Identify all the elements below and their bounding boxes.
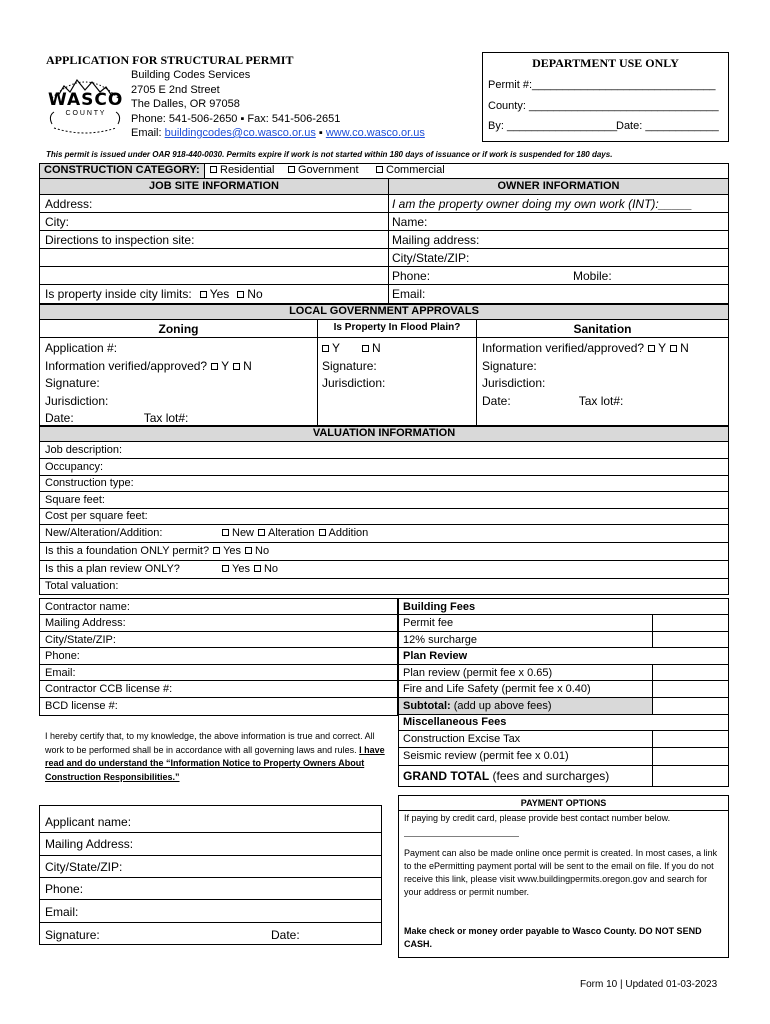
sanitation-date-field[interactable]: Date: Tax lot#: bbox=[482, 393, 624, 408]
applicant-date-field[interactable]: Date: bbox=[271, 928, 300, 942]
square-feet-field[interactable]: Square feet: bbox=[45, 494, 105, 506]
sanitation-signature-field[interactable]: Signature: bbox=[482, 358, 537, 373]
certification-statement: I hereby certify that, to my knowledge, the above information is true and correct. All work to be performed shall be in accordance with all governing laws and rules. I have read and do understand the “Information Notice to Property Owners About Construction Responsibilities.” bbox=[45, 731, 385, 782]
cost-per-sqft-field[interactable]: Cost per square feet: bbox=[45, 510, 148, 522]
plan-review-only-label: Is this a plan review ONLY? bbox=[45, 563, 180, 575]
plan-review-no-checkbox[interactable] bbox=[254, 565, 261, 572]
directions-field[interactable]: Directions to inspection site: bbox=[45, 233, 195, 247]
new-checkbox[interactable] bbox=[222, 529, 229, 536]
dept-permit-field[interactable]: Permit #:______________________________ bbox=[488, 79, 716, 91]
permit-notice: This permit is issued under OAR 918-440-0030. Permits expire if work is not started within 180 days of issuance or if work is suspended for 180 days. bbox=[46, 150, 613, 159]
zoning-application-field[interactable]: Application #: bbox=[45, 341, 118, 355]
directions-line-2[interactable] bbox=[45, 251, 385, 265]
zoning-signature-field[interactable]: Signature: bbox=[45, 376, 100, 390]
valuation-heading: VALUATION INFORMATION bbox=[312, 427, 456, 439]
misc-fees-heading: Miscellaneous Fees bbox=[403, 716, 507, 728]
department-use-box bbox=[482, 52, 729, 142]
org-contact-block bbox=[131, 68, 425, 141]
sanitation-jurisdiction-field[interactable]: Jurisdiction: bbox=[482, 376, 546, 390]
contractor-ccb-field[interactable]: Contractor CCB license #: bbox=[45, 683, 173, 695]
category-government[interactable]: Government bbox=[284, 164, 359, 176]
category-commercial[interactable]: Commercial bbox=[372, 164, 445, 176]
payment-options-heading: PAYMENT OPTIONS bbox=[520, 798, 607, 808]
seismic-review-label: Seismic review (permit fee x 0.01) bbox=[403, 750, 569, 762]
sanitation-verified-field[interactable]: Information verified/approved? Y N bbox=[482, 341, 689, 355]
owner-email-field[interactable]: Email: bbox=[392, 287, 426, 301]
applicant-signature-field[interactable]: Signature: bbox=[45, 928, 100, 942]
work-type-options[interactable]: New Alteration Addition bbox=[218, 527, 368, 539]
owner-mailing-field[interactable]: Mailing address: bbox=[392, 233, 480, 247]
flood-yn-field[interactable]: Y N bbox=[322, 340, 385, 358]
city-limits-yes-checkbox[interactable] bbox=[200, 291, 207, 298]
construction-category-label: CONSTRUCTION CATEGORY: bbox=[44, 164, 200, 176]
alteration-checkbox[interactable] bbox=[258, 529, 265, 536]
applicant-phone-field[interactable]: Phone: bbox=[45, 882, 84, 896]
owner-phone-field[interactable]: Phone: bbox=[392, 269, 431, 283]
subtotal-label: Subtotal: (add up above fees) bbox=[403, 700, 552, 712]
job-description-field[interactable]: Job description: bbox=[45, 444, 123, 456]
local-gov-heading: LOCAL GOVERNMENT APPROVALS bbox=[289, 305, 479, 317]
dept-county-field[interactable]: County: _______________________________ bbox=[488, 100, 719, 112]
plan-review-fee-label: Plan review (permit fee x 0.65) bbox=[403, 667, 553, 679]
online-payment-info: Payment can also be made online once permit is created. In most cases, a link to the ePermitting payment portal will be sent to the email on file. If you do not receive this link, please visit www.buildingpermits.oregon.gov and search for your address or permit number. bbox=[404, 848, 718, 897]
applicant-mailing-field[interactable]: Mailing Address: bbox=[45, 837, 134, 851]
contractor-email-field[interactable]: Email: bbox=[45, 667, 76, 679]
email-link[interactable]: buildingcodes@co.wasco.or.us bbox=[164, 127, 316, 139]
applicant-name-field[interactable]: Applicant name: bbox=[45, 815, 132, 829]
foundation-only-question: Is this a foundation ONLY permit? Yes No bbox=[45, 545, 270, 557]
owner-info-heading: OWNER INFORMATION bbox=[497, 180, 620, 192]
occupancy-field[interactable]: Occupancy: bbox=[45, 461, 104, 473]
email-label: Email: bbox=[131, 127, 165, 139]
plan-review-yes-checkbox[interactable] bbox=[222, 565, 229, 572]
category-residential[interactable]: Residential bbox=[206, 164, 274, 176]
org-address-line2: The Dalles, OR 97058 bbox=[131, 98, 240, 110]
credit-card-instructions: If paying by credit card, please provide best contact number below. bbox=[404, 813, 671, 823]
owner-int-field[interactable]: I am the property owner doing my own work (INT):_____ bbox=[392, 197, 693, 211]
zoning-date-field[interactable]: Date: Tax lot#: bbox=[45, 411, 189, 425]
sanitation-column bbox=[482, 340, 689, 410]
check-instructions: Make check or money order payable to Wasco County. DO NOT SEND CASH. bbox=[404, 926, 702, 949]
org-name: Building Codes Services bbox=[131, 69, 251, 81]
total-valuation-field[interactable]: Total valuation: bbox=[45, 580, 119, 592]
contractor-section bbox=[39, 598, 398, 716]
contact-number-field[interactable]: _______________________ bbox=[404, 827, 520, 837]
owner-csz-field[interactable]: City/State/ZIP: bbox=[392, 251, 470, 265]
page-title: APPLICATION FOR STRUCTURAL PERMIT bbox=[46, 53, 294, 67]
sanitation-heading: Sanitation bbox=[573, 322, 632, 336]
form-footer: Form 10 | Updated 01-03-2023 bbox=[580, 979, 718, 990]
zoning-jurisdiction-field[interactable]: Jurisdiction: bbox=[45, 393, 109, 408]
contractor-name-field[interactable]: Contractor name: bbox=[45, 601, 130, 613]
zoning-heading: Zoning bbox=[158, 322, 199, 336]
org-address-line1: 2705 E 2nd Street bbox=[131, 83, 220, 96]
excise-tax-label: Construction Excise Tax bbox=[403, 733, 521, 745]
surcharge-label: 12% surcharge bbox=[403, 634, 477, 646]
owner-name-field[interactable]: Name: bbox=[392, 215, 428, 229]
dept-date-field[interactable]: Date: ____________ bbox=[616, 120, 719, 132]
city-limits-no-checkbox[interactable] bbox=[237, 291, 244, 298]
job-site-heading: JOB SITE INFORMATION bbox=[149, 180, 279, 192]
permit-fee-label: Permit fee bbox=[403, 617, 454, 629]
construction-type-field[interactable]: Construction type: bbox=[45, 477, 134, 489]
contractor-mailing-field[interactable]: Mailing Address: bbox=[45, 617, 126, 629]
wasco-county-logo: WASCO C O U N T Y bbox=[44, 68, 126, 134]
org-phone-fax: Phone: 541-506-2650 ▪ Fax: 541-506-2651 bbox=[131, 112, 341, 125]
city-limits-question: Is property inside city limits: Yes No bbox=[45, 287, 263, 301]
applicant-csz-field[interactable]: City/State/ZIP: bbox=[45, 860, 123, 874]
dept-title: DEPARTMENT USE ONLY bbox=[532, 56, 679, 70]
applicant-email-field[interactable]: Email: bbox=[45, 905, 79, 919]
flood-column bbox=[322, 340, 385, 393]
foundation-yes-checkbox[interactable] bbox=[213, 547, 220, 554]
link-separator: ▪ bbox=[315, 127, 326, 139]
fire-life-safety-label: Fire and Life Safety (permit fee x 0.40) bbox=[403, 683, 591, 695]
plan-review-heading: Plan Review bbox=[403, 650, 468, 662]
website-link[interactable]: www.co.wasco.or.us bbox=[325, 127, 425, 139]
contractor-phone-field[interactable]: Phone: bbox=[45, 650, 80, 662]
bcd-license-field[interactable]: BCD license #: bbox=[45, 700, 118, 712]
flood-plain-heading: Is Property In Flood Plain? bbox=[333, 322, 461, 333]
zoning-verified-field[interactable]: Information verified/approved? Y N bbox=[45, 358, 252, 373]
grand-total-label: GRAND TOTAL (fees and surcharges) bbox=[403, 769, 610, 783]
zoning-column bbox=[45, 340, 252, 428]
building-fees-heading: Building Fees bbox=[403, 601, 476, 613]
owner-mobile-field[interactable]: Mobile: bbox=[573, 269, 612, 283]
job-address-field[interactable]: Address: bbox=[45, 197, 93, 211]
job-city-field[interactable]: City: bbox=[45, 215, 69, 229]
foundation-no-checkbox[interactable] bbox=[245, 547, 252, 554]
new-alteration-addition-label: New/Alteration/Addition: bbox=[45, 527, 163, 539]
dept-by-field[interactable]: By: __________________ bbox=[488, 120, 618, 132]
flood-signature-field[interactable]: Signature: bbox=[322, 358, 377, 373]
plan-review-only-options[interactable]: Yes No bbox=[218, 563, 278, 575]
flood-jurisdiction-field[interactable]: Jurisdiction: bbox=[322, 376, 386, 390]
directions-line-3[interactable] bbox=[45, 269, 385, 283]
addition-checkbox[interactable] bbox=[319, 529, 326, 536]
contractor-csz-field[interactable]: City/State/ZIP: bbox=[45, 634, 116, 646]
